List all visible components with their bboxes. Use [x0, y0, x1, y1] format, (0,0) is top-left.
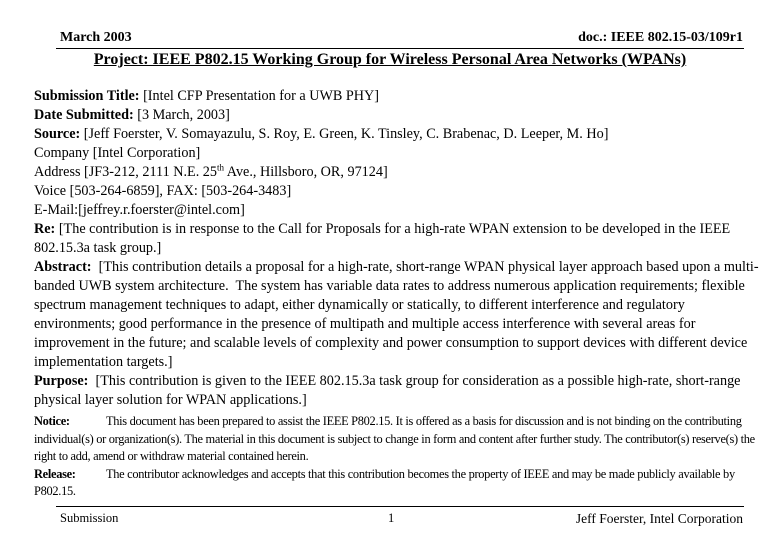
notice-block [34, 413, 770, 501]
header-date: March 2003 [60, 30, 132, 45]
footer-submission: Submission [60, 511, 119, 525]
notice-label: Notice: [34, 414, 70, 428]
document-body [34, 87, 764, 410]
purpose-label: Purpose: [34, 373, 89, 389]
notice-line [34, 413, 770, 466]
re-label: Re: [34, 221, 56, 237]
release-label: Release: [34, 466, 76, 481]
release-value: The contributor acknowledges and accepts that this contribution becomes the property of IEEE and may be made publicly available by P802.15. [34, 466, 735, 498]
date-submitted-line [34, 106, 764, 125]
footer-page-number: 1 [388, 511, 395, 525]
project-title: Project: IEEE P802.15 Working Group for Wireless Personal Area Networks (WPANs) [93, 51, 687, 68]
submission-title-line [34, 87, 764, 106]
address-after: Ave., Hillsboro, OR, 97124] [224, 164, 388, 180]
date-submitted-label: Date Submitted: [34, 107, 134, 123]
footer-rule [56, 506, 744, 507]
source-line [34, 125, 764, 144]
release-line [34, 466, 770, 501]
submission-title-value: [Intel CFP Presentation for a UWB PHY] [139, 88, 379, 104]
purpose-line [34, 372, 764, 410]
address-line [34, 163, 764, 182]
abstract-label: Abstract: [34, 259, 92, 275]
voice-line: Voice [503-264-6859], FAX: [503-264-3483] [34, 183, 292, 199]
source-value: [Jeff Foerster, V. Somayazulu, S. Roy, E. Green, K. Tinsley, C. Brabenac, D. Leeper, M. Ho] [80, 126, 609, 142]
date-submitted-value: [3 March, 2003] [133, 107, 230, 123]
company-line: Company [Intel Corporation] [34, 145, 201, 161]
notice-value: This document has been prepared to assist the IEEE P802.15. It is offered as a basis for discussion and is not binding on the contributing individual(s) or organization(s). The material in this document is subject to change in form and content after further study. The contributor(s) reserve(s) the right to add, amend or withdraw material contained herein. [34, 414, 755, 463]
email-line: E-Mail:[jeffrey.r.foerster@intel.com] [34, 202, 245, 218]
re-line [34, 220, 764, 258]
address-sup: th [216, 162, 224, 173]
header-doc-number: doc.: IEEE 802.15-03/109r1 [578, 30, 743, 45]
source-label: Source: [34, 126, 81, 142]
address-before: Address [JF3-212, 2111 N.E. 25 [34, 164, 217, 180]
abstract-value: [This contribution details a proposal for a high-rate, short-range WPAN physical layer approach based upon a multi-banded UWB system architecture. The system has variable data rates to address numerous application requirements; flexible spectrum management techniques to adapt, either dynamically or statically, to different interference and regulatory environments; good performance in the presence of multipath and multiple access interference with several areas for improvement in the future; and scalable levels of complexity and power consumption to support devices with different device implementation targets.] [34, 259, 759, 370]
re-value: [The contribution is in response to the Call for Proposals for a high-rate WPAN extension to be developed in the IEEE 802.15.3a task group.] [34, 221, 731, 256]
header-rule [56, 48, 744, 49]
footer-author: Jeff Foerster, Intel Corporation [575, 511, 743, 526]
purpose-value: [This contribution is given to the IEEE 802.15.3a task group for consideration as a possible high-rate, short-range physical layer solution for WPAN applications.] [34, 373, 745, 408]
abstract-line [34, 258, 764, 372]
submission-title-label: Submission Title: [34, 88, 140, 104]
